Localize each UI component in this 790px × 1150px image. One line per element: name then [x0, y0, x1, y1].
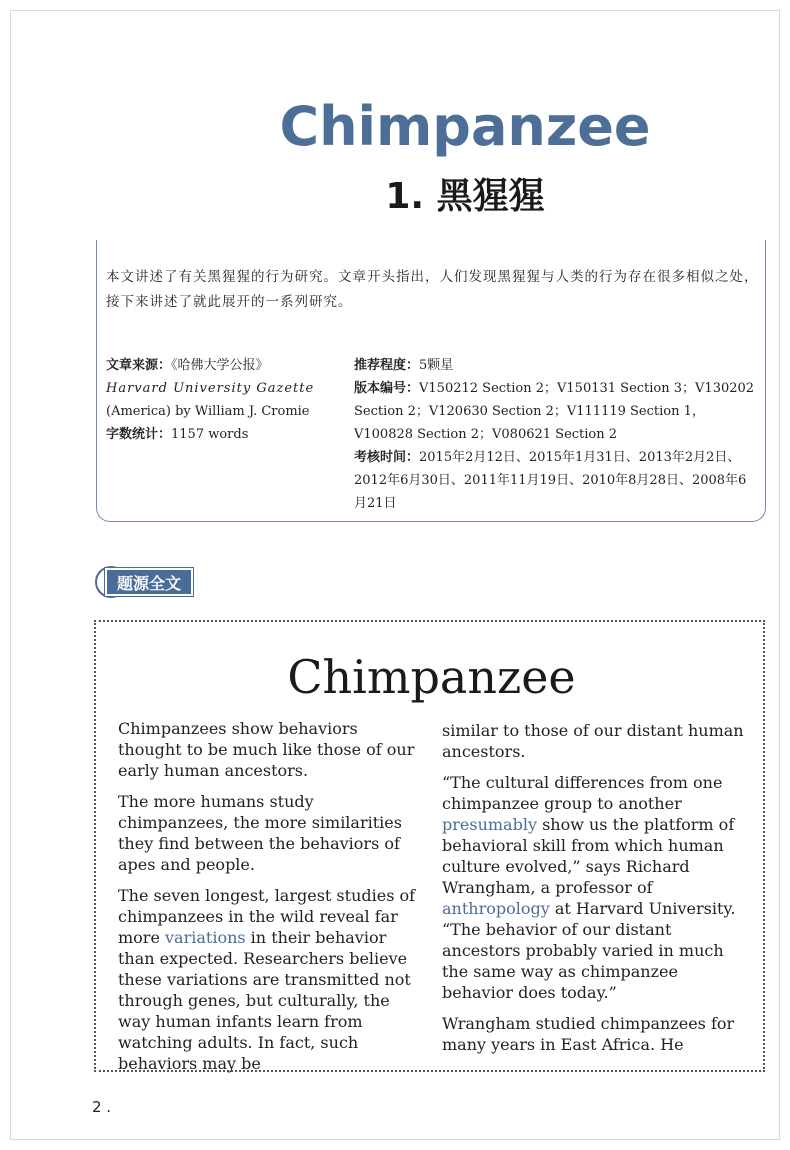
section-tag	[95, 566, 193, 598]
highlight-word: anthropology	[442, 899, 550, 918]
paragraph: The seven longest, largest studies of chimpanzees in the wild reveal far more variations in their behavior than expected. Researchers believe these variations are transmitted not through genes, but culturally, the way human infants learn from watching adults. In fact, such behaviors may be	[118, 886, 416, 1073]
source-english: Harvard University Gazette	[106, 381, 315, 396]
article-title: Chimpanzee	[287, 650, 576, 704]
version-value: V150212 Section 2；V150131 Section 3；V130202 Section 2；V120630 Section 2；V111119 Section 1，V100828 Section 2；V080621 Section 2	[354, 381, 755, 442]
version-label: 版本编号：	[354, 381, 420, 396]
highlight-word: variations	[165, 928, 246, 947]
article-box	[94, 620, 765, 1072]
wordcount-value: 1157 words	[171, 427, 249, 442]
summary-text: 本文讲述了有关黑猩猩的行为研究。文章开头指出，人们发现黑猩猩与人类的行为存在很多相似之处，接下来讲述了就此展开的一系列研究。	[106, 269, 759, 310]
recommend-label: 推荐程度：	[354, 358, 420, 373]
wordcount-label: 字数统计：	[106, 427, 172, 442]
paragraph: The more humans study chimpanzees, the more similarities they find between the behaviors of apes and people.	[118, 792, 402, 874]
page-number: 2 .	[92, 1098, 112, 1116]
article-column-left	[118, 718, 423, 1084]
section-tag-label: 题源全文	[105, 568, 193, 596]
paragraph: “The cultural differences from one chimpanzee group to another presumably show us the platform of behavioral skill from which human culture evolved,” says Richard Wrangham, a professor of anthropology at Harvard University. “The behavior of our distant ancestors probably varied in much the same way as chimpanzee behavior does today.”	[442, 773, 736, 1002]
archive-info	[354, 354, 759, 515]
source-value: 《哈佛大学公报》	[171, 358, 269, 373]
paragraph: Chimpanzees show behaviors thought to be much like those of our early human ancestors.	[118, 719, 415, 780]
source-author: (America) by William J. Cromie	[106, 404, 310, 419]
page-title-english: Chimpanzee	[279, 95, 651, 158]
article-column-right	[442, 720, 752, 1065]
exam-label: 考核时间：	[354, 450, 420, 465]
source-info	[106, 354, 336, 446]
source-label: 文章来源：	[106, 358, 172, 373]
recommend-value: 5颗星	[419, 358, 454, 373]
paragraph: Wrangham studied chimpanzees for many years in East Africa. He	[442, 1014, 735, 1054]
paragraph: similar to those of our distant human ancestors.	[442, 721, 744, 761]
highlight-word: presumably	[442, 815, 537, 834]
exam-value: 2015年2月12日、2015年1月31日、2013年2月2日、2012年6月30日、2011年11月19日、2010年8月28日、2008年6月21日	[354, 450, 747, 511]
page-title-chinese: 1. 黑猩猩	[385, 176, 545, 217]
